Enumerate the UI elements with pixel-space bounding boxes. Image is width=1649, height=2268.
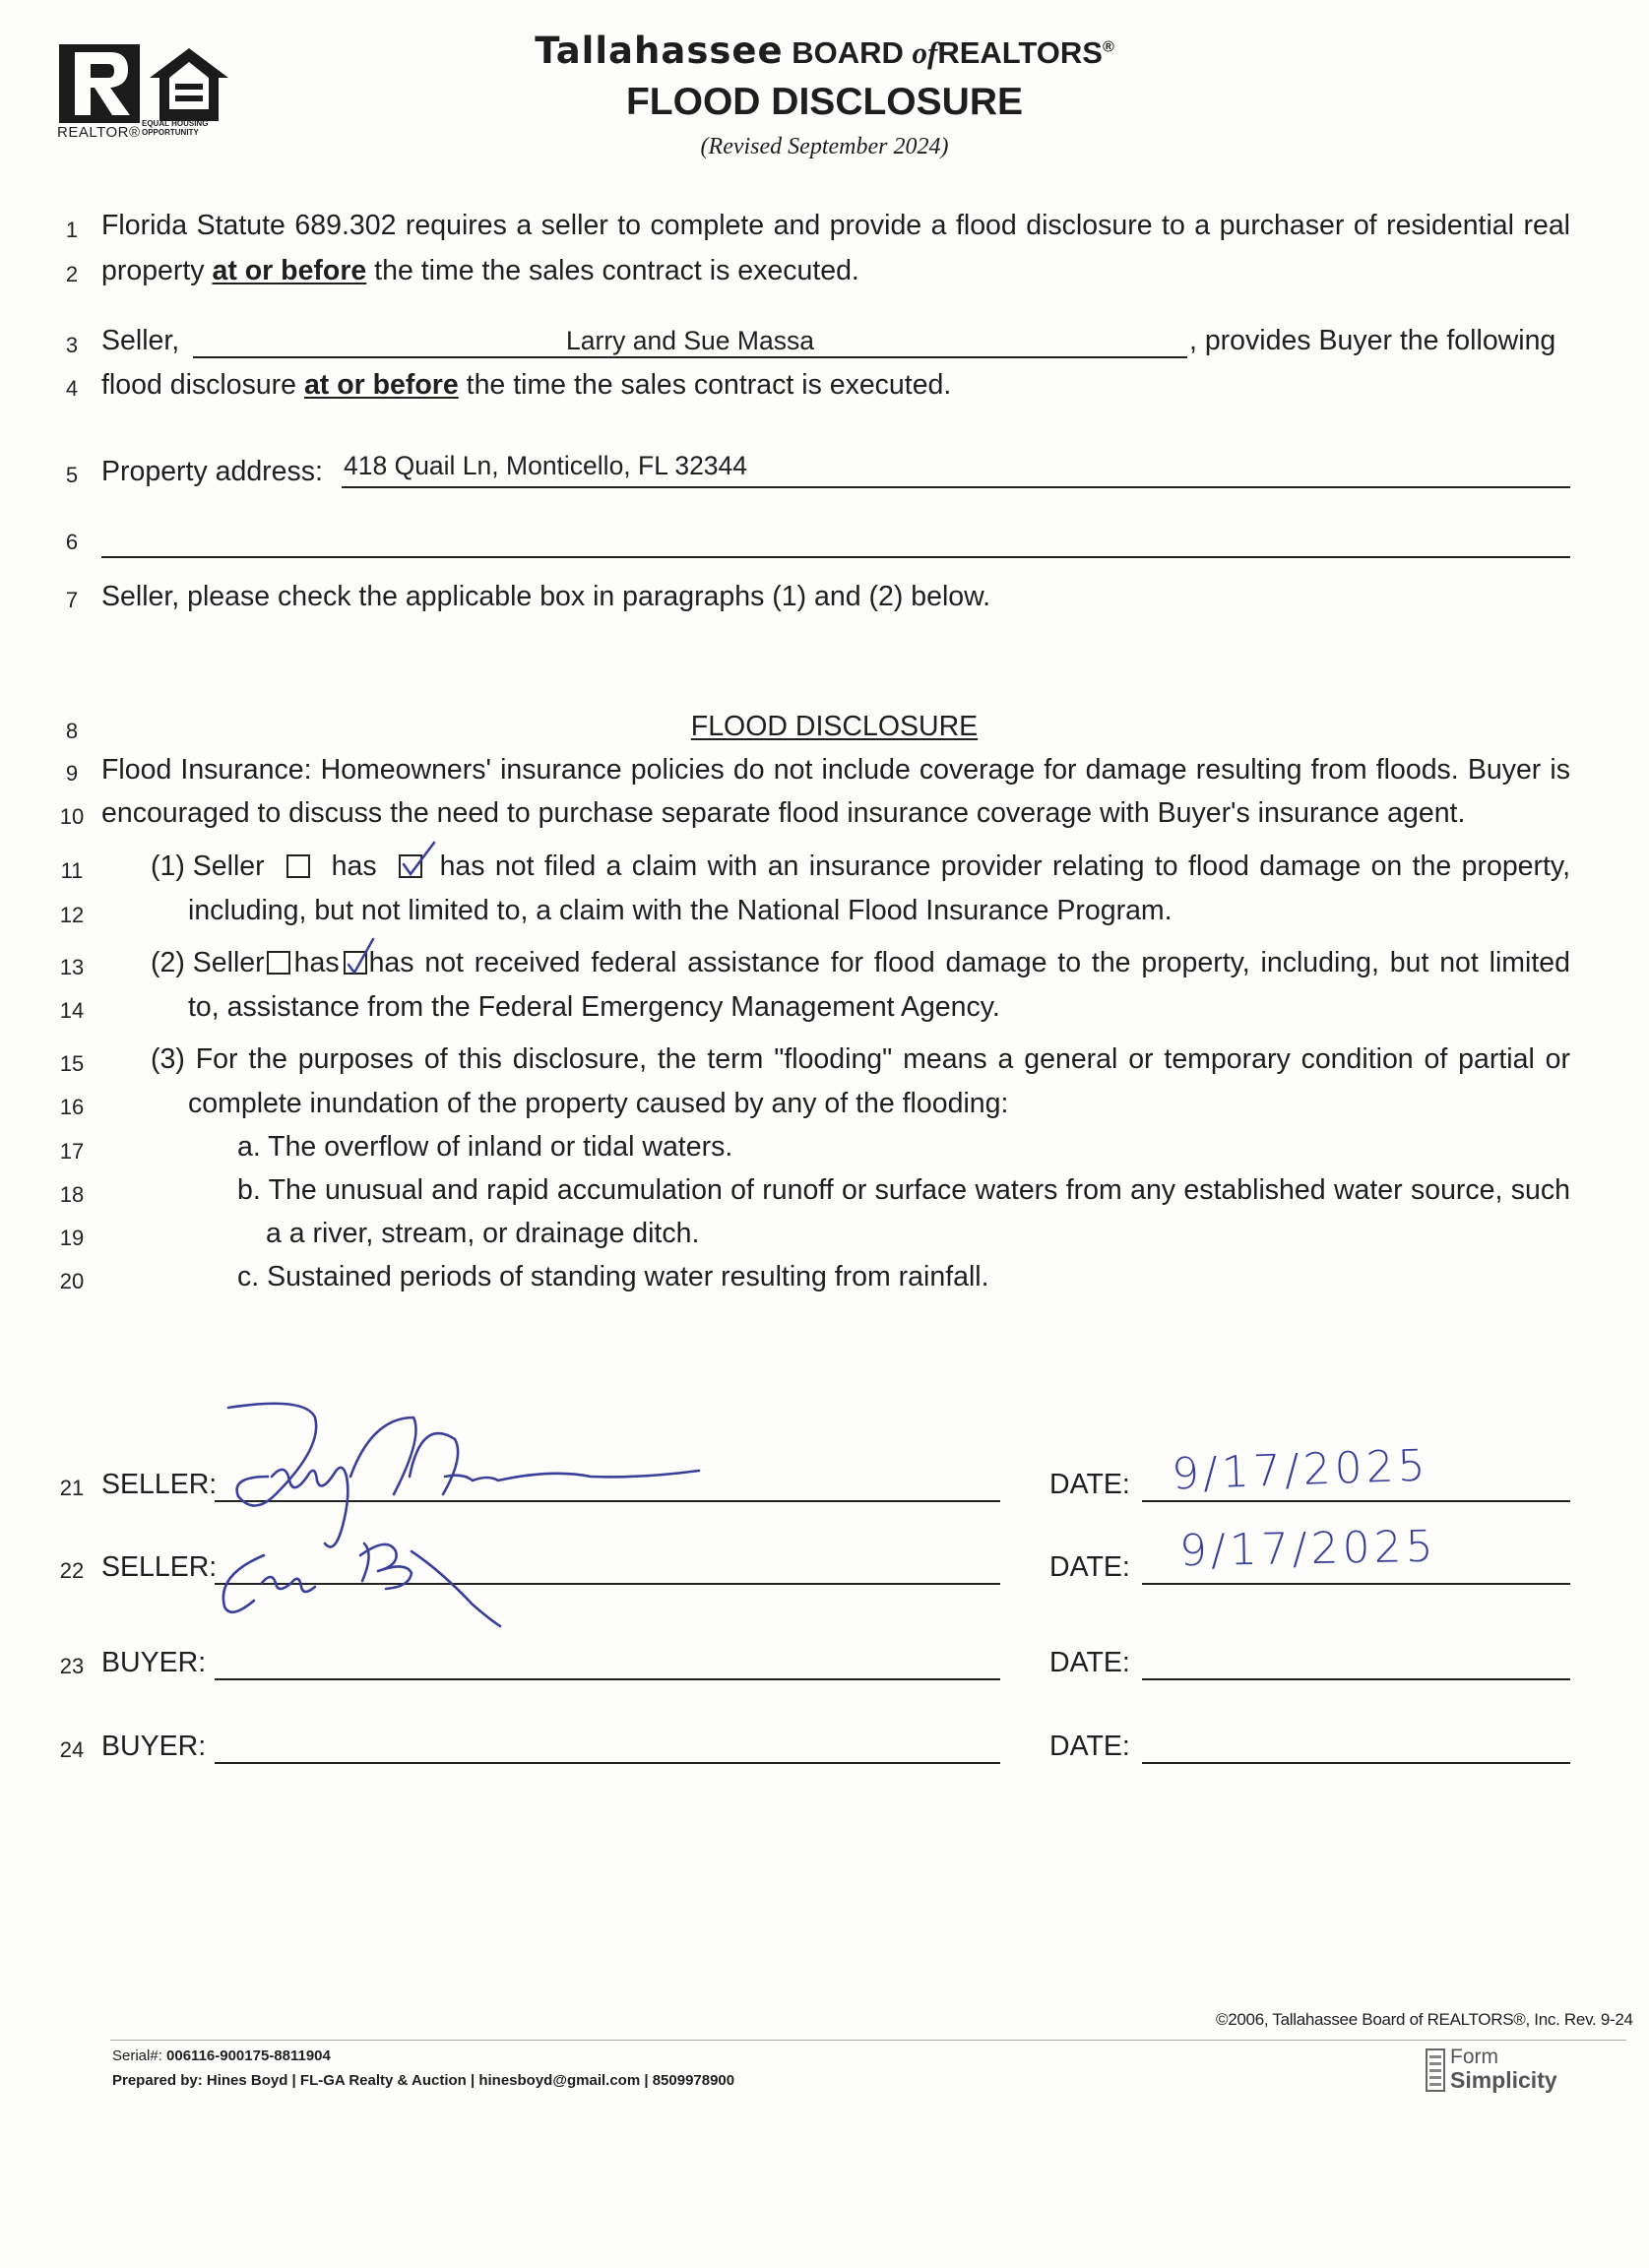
para-3-item-a: a. The overflow of inland or tidal waters. (237, 1131, 733, 1163)
para-3-item-b-line-2: a a river, stream, or drainage ditch. (266, 1218, 700, 1249)
line-number: 4 (65, 376, 79, 401)
seller-1-date-field[interactable]: 9/17/2025 (1171, 1440, 1430, 1500)
line-2-text (101, 254, 859, 287)
para-3-item-b-line-1: b. The unusual and rapid accumulation of runoff or surface waters from any established water source, such (237, 1174, 1570, 1206)
line-number: 23 (59, 1654, 85, 1678)
prepared-label: Prepared by: (112, 2072, 203, 2089)
seller-1-label: SELLER: (101, 1469, 218, 1500)
seller-2-date-field[interactable]: 9/17/2025 (1178, 1521, 1438, 1577)
buyer-2-date-label: DATE: (1049, 1731, 1130, 1762)
section-title (0, 710, 1649, 743)
para-1-line-2: including, but not limited to, a claim with the National Flood Insurance Program. (188, 895, 1173, 926)
org-name (0, 30, 1649, 72)
checkmark-icon (399, 841, 444, 880)
line-number: 20 (59, 1269, 85, 1293)
para-1-line-1 (151, 850, 1570, 883)
line-number: 22 (59, 1558, 85, 1583)
seller-1-date-label: DATE: (1049, 1469, 1130, 1500)
para-2-line-1 (151, 946, 1570, 979)
line-2-post: the time the sales contract is executed. (366, 255, 859, 286)
para-3-line-2: complete inundation of the property caused by any of the flooding: (188, 1088, 1009, 1119)
line-number: 11 (60, 858, 84, 883)
line-number: 3 (65, 333, 79, 357)
buyer-2-date-line[interactable] (1142, 1762, 1570, 1764)
form-simplicity-icon (1425, 2048, 1446, 2093)
para-3-item-c: c. Sustained periods of standing water resulting from rainfall. (237, 1261, 989, 1292)
para-1-rest: has not filed a claim with an insurance provider relating to flood damage on the property, (439, 850, 1570, 882)
seller-signatures-drawing (177, 1378, 866, 1634)
buyer-2-signature-line[interactable] (215, 1762, 1000, 1764)
line-1-text: Florida Statute 689.302 requires a seller to complete and provide a flood disclosure to a purchaser of residential real (101, 210, 1570, 241)
line-2-emphasis: at or before (212, 255, 367, 286)
line-number: 7 (65, 588, 79, 612)
line-4-pre: flood disclosure (101, 369, 304, 401)
line-number: 1 (65, 218, 79, 242)
org-reg: ® (1102, 38, 1114, 56)
eho-caption-line2: OPPORTUNITY (142, 128, 199, 137)
line-3-post: , provides Buyer the following (1189, 325, 1556, 356)
serial-number: 006116-900175-8811904 (166, 2048, 331, 2064)
org-realtors: REALTORS (937, 35, 1103, 70)
footer-rule (110, 2040, 1626, 2041)
seller-2-date-label: DATE: (1049, 1551, 1130, 1583)
p2-has-not-checkbox[interactable] (344, 951, 367, 975)
line-number: 8 (65, 719, 79, 743)
line-number: 9 (65, 761, 79, 786)
buyer-2-label: BUYER: (101, 1731, 207, 1762)
seller-1-date-line (1142, 1500, 1570, 1502)
section-title-text: FLOOD DISCLOSURE (690, 711, 979, 742)
seller-label: Seller, (101, 325, 180, 356)
line-number: 18 (59, 1182, 85, 1207)
buyer-1-date-label: DATE: (1049, 1647, 1130, 1678)
eho-caption-line1: EQUAL HOUSING (142, 119, 209, 128)
p2-has-checkbox[interactable] (267, 951, 290, 975)
org-of: of (912, 35, 938, 70)
brand-line-1: Form (1450, 2046, 1498, 2068)
buyer-1-signature-line[interactable] (215, 1678, 1000, 1680)
line-number: 14 (59, 998, 85, 1023)
org-city: Tallahassee (535, 30, 784, 72)
line-number: 15 (59, 1051, 85, 1076)
para-2-seller: (2) Seller (151, 947, 265, 978)
line-number: 17 (59, 1139, 85, 1164)
prepared-by-value: Hines Boyd | FL-GA Realty & Auction | hinesboyd@gmail.com | 8509978900 (206, 2072, 735, 2089)
form-simplicity-logo (1425, 2046, 1572, 2095)
p1-has-not-checkbox[interactable] (399, 854, 422, 878)
para-2-has: has (293, 947, 340, 978)
buyer-1-date-line[interactable] (1142, 1678, 1570, 1680)
line-number: 5 (65, 463, 79, 487)
buyer-1-label: BUYER: (101, 1647, 207, 1678)
line-10-text: encouraged to discuss the need to purchase separate flood insurance coverage with Buyer's insurance agent. (101, 797, 1466, 829)
property-address-line-2 (101, 556, 1570, 558)
line-2-pre: property (101, 255, 213, 286)
line-number: 2 (65, 262, 79, 286)
p1-has-checkbox[interactable] (286, 854, 310, 878)
property-address-label: Property address: (101, 456, 323, 487)
line-number: 10 (59, 804, 85, 829)
copyright-notice: ©2006, Tallahassee Board of REALTORS®, Inc. Rev. 9-24 (1216, 2010, 1633, 2029)
revised-date: (Revised September 2024) (700, 134, 949, 159)
para-3-line-1: (3) For the purposes of this disclosure, the term "flooding" means a general or temporary condition of partial or (151, 1043, 1570, 1075)
seller-2-date-line (1142, 1583, 1570, 1585)
seller-2-label: SELLER: (101, 1551, 218, 1583)
line-4-text (101, 368, 951, 402)
org-board: BOARD (792, 35, 904, 70)
line-number: 16 (59, 1095, 85, 1119)
line-7-text: Seller, please check the applicable box in paragraphs (1) and (2) below. (101, 581, 991, 612)
para-1-seller: (1) Seller (151, 850, 265, 882)
line-4-post: the time the sales contract is executed. (458, 369, 952, 401)
para-2-rest: has not received federal assistance for flood damage to the property, including, but not limited (368, 947, 1570, 978)
line-9-text: Flood Insurance: Homeowners' insurance policies do not include coverage for damage resulting from floods. Buyer is (101, 754, 1570, 786)
line-number: 19 (59, 1226, 85, 1250)
page-title: FLOOD DISCLOSURE (625, 81, 1023, 123)
line-number: 12 (59, 903, 85, 927)
seller-names-field[interactable]: Larry and Sue Massa (566, 326, 814, 355)
para-1-has: has (331, 850, 377, 882)
serial-label: Serial#: (112, 2048, 162, 2064)
line-number: 13 (59, 955, 85, 979)
property-address-field[interactable]: 418 Quail Ln, Monticello, FL 32344 (344, 451, 748, 480)
line-number: 6 (65, 530, 79, 554)
line-number: 21 (59, 1476, 85, 1500)
line-4-emphasis: at or before (303, 369, 459, 401)
serial-info (112, 2048, 331, 2064)
checkmark-icon (344, 937, 383, 976)
para-2-line-2: to, assistance from the Federal Emergency Management Agency. (188, 991, 1000, 1023)
brand-line-2: Simplicity (1450, 2067, 1557, 2093)
realtor-logo-caption: REALTOR® (57, 124, 141, 141)
line-number: 24 (59, 1737, 85, 1762)
prepared-by (112, 2072, 734, 2089)
property-address-line (342, 486, 1570, 488)
